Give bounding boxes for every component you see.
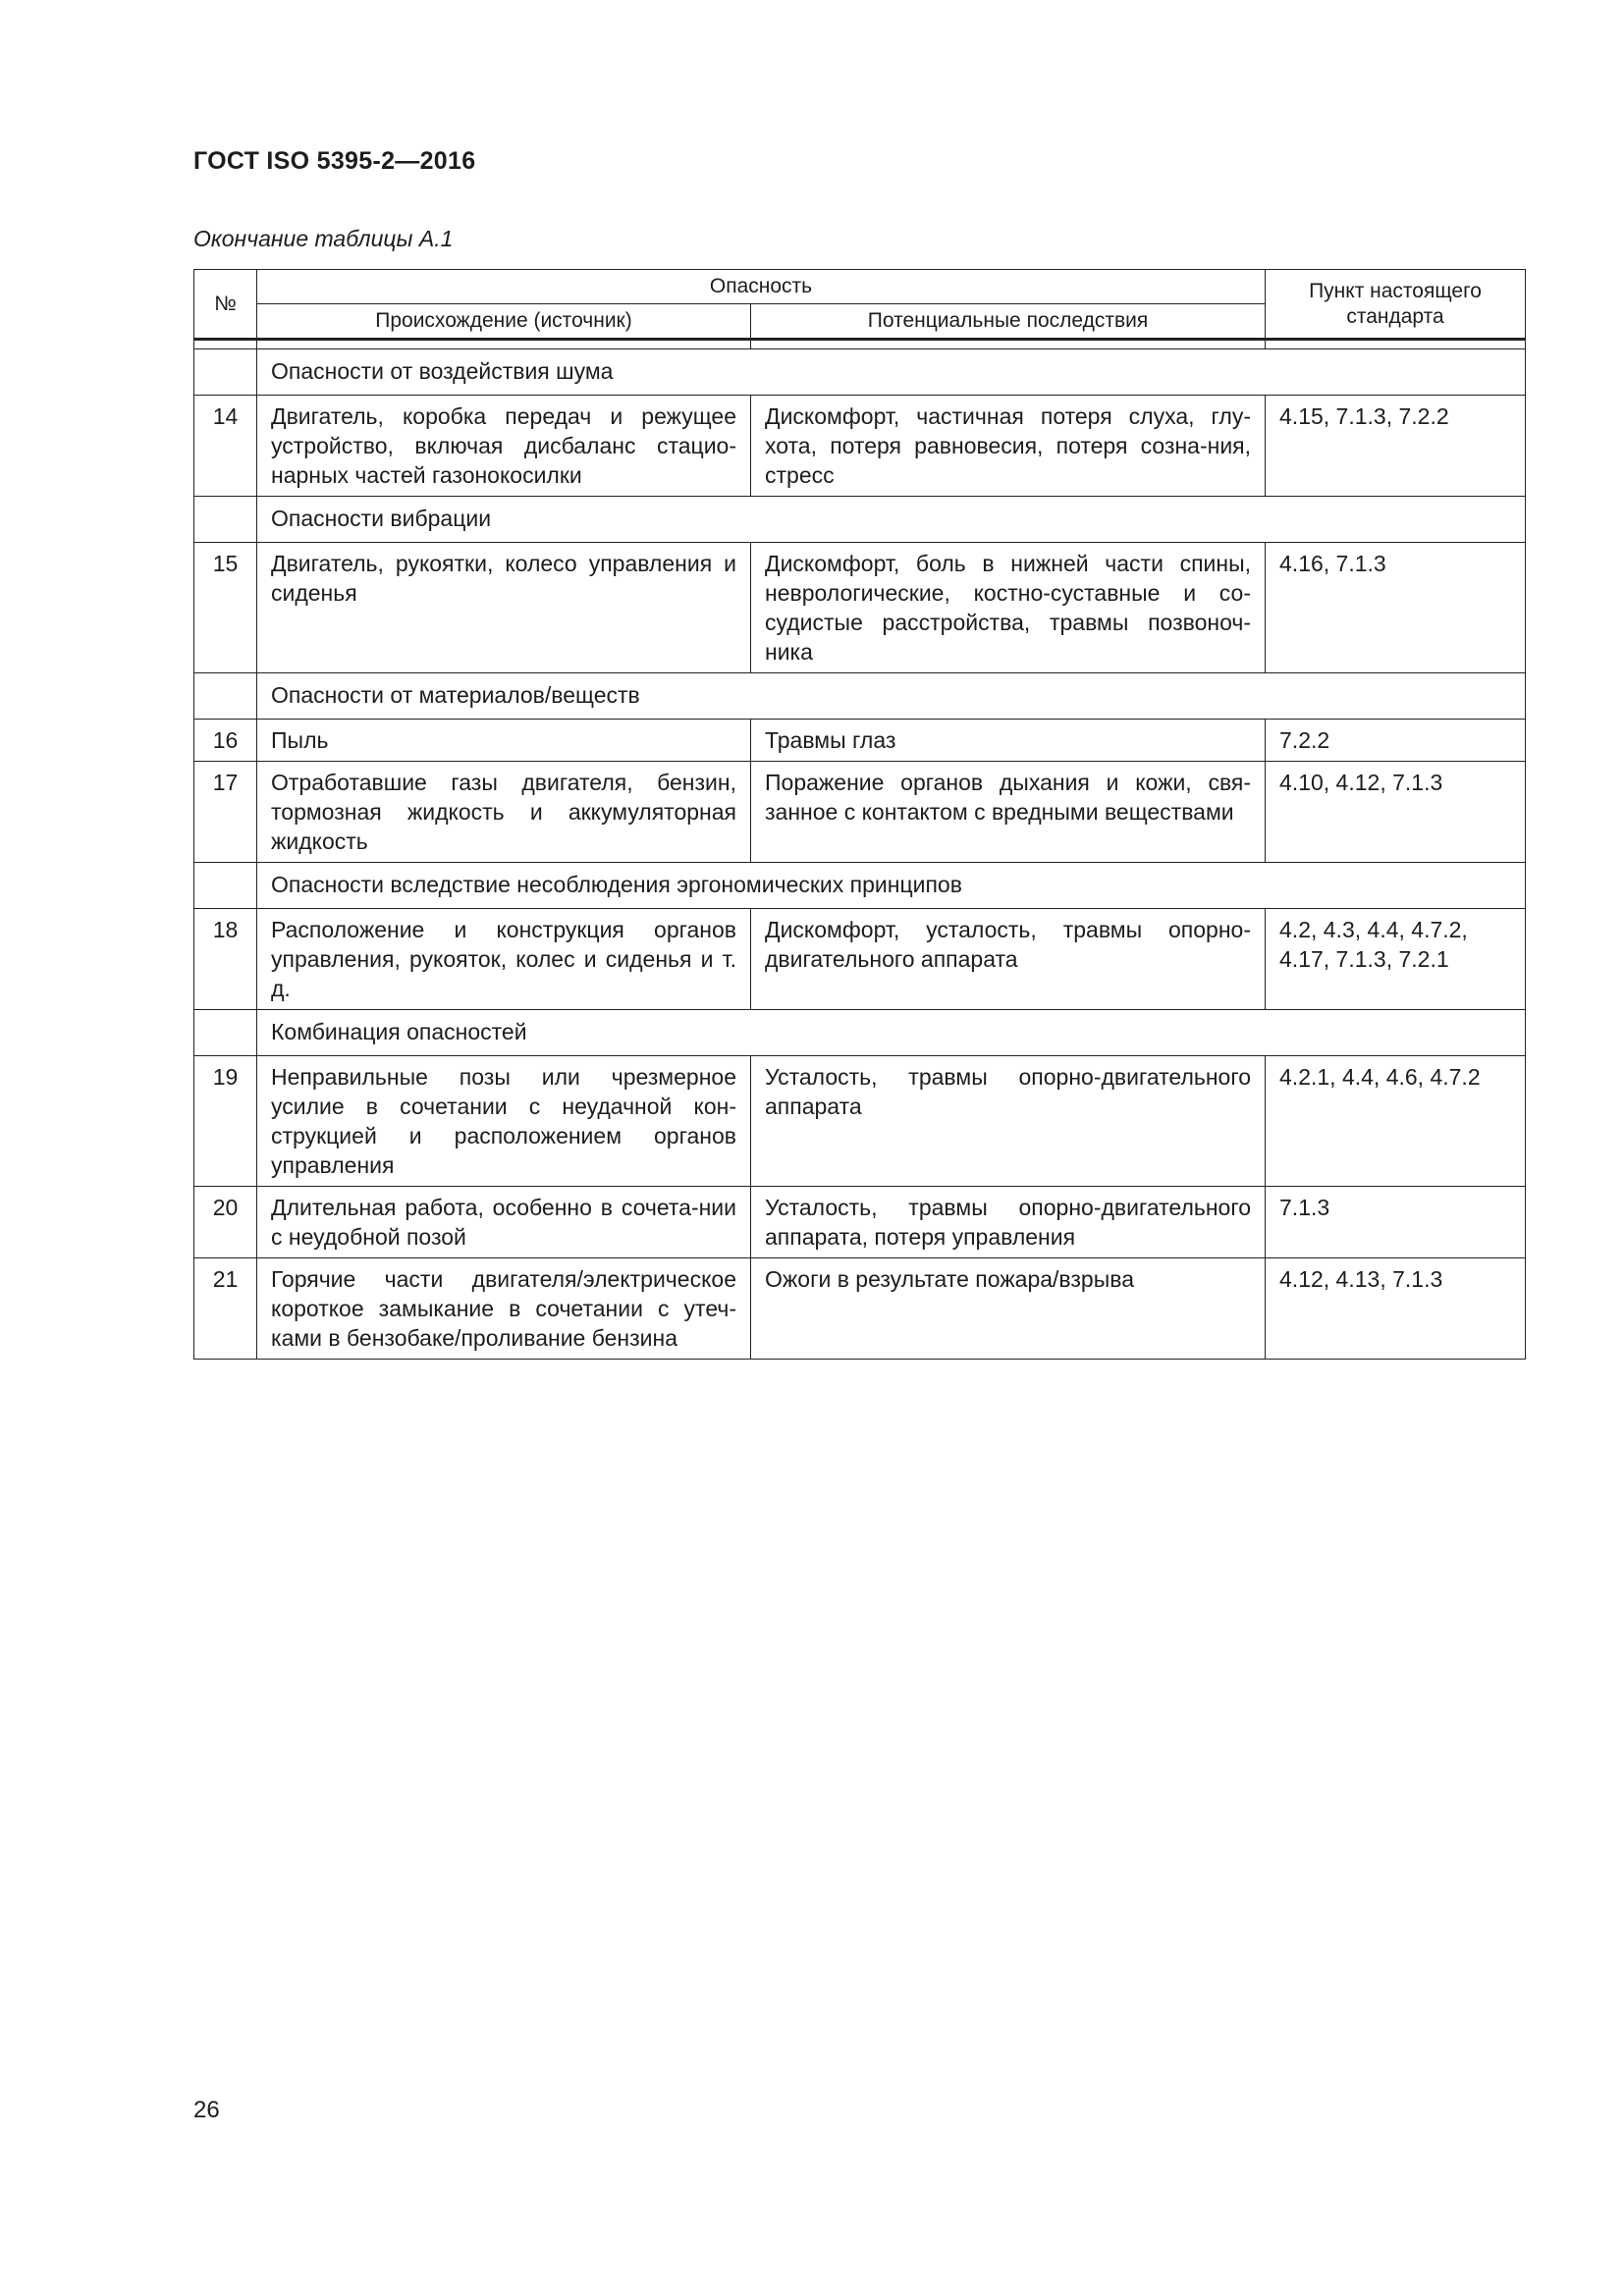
consequences-cell: Дискомфорт, усталость, травмы опорно-двигательного аппарата (751, 909, 1266, 1010)
origin-cell: Неправильные позы или чрезмерное усилие в сочетании с неудачной кон-струкцией и расположением органов управления (257, 1056, 751, 1187)
page-number: 26 (193, 2097, 220, 2123)
origin-cell: Отработавшие газы двигателя, бензин, тормозная жидкость и аккумуляторная жидкость (257, 762, 751, 863)
consequences-cell: Поражение органов дыхания и кожи, свя-занное с контактом с вредными веществами (751, 762, 1266, 863)
group-num-cell (194, 1010, 257, 1056)
row-number: 16 (194, 720, 257, 762)
clause-cell: 4.2.1, 4.4, 4.6, 4.7.2 (1266, 1056, 1526, 1187)
group-row (194, 1010, 1526, 1056)
row-number: 18 (194, 909, 257, 1010)
origin-cell: Двигатель, коробка передач и режущее устройство, включая дисбаланс стацио-нарных частей газонокосилки (257, 396, 751, 497)
clause-cell: 7.2.2 (1266, 720, 1526, 762)
table-row (194, 1056, 1526, 1187)
group-num-cell (194, 673, 257, 720)
group-row (194, 349, 1526, 396)
header-num: № (194, 270, 257, 340)
table-row (194, 1187, 1526, 1258)
clause-cell: 4.16, 7.1.3 (1266, 543, 1526, 673)
table-body (194, 349, 1526, 1360)
table-row (194, 909, 1526, 1010)
hazards-table (193, 269, 1526, 1360)
row-number: 17 (194, 762, 257, 863)
header-clause: Пункт настоящего стандарта (1266, 270, 1526, 340)
row-number: 20 (194, 1187, 257, 1258)
table-row (194, 762, 1526, 863)
row-number: 15 (194, 543, 257, 673)
consequences-cell: Травмы глаз (751, 720, 1266, 762)
clause-cell: 4.12, 4.13, 7.1.3 (1266, 1258, 1526, 1360)
header-separator (194, 340, 1526, 349)
document-code: ГОСТ ISO 5395-2—2016 (193, 147, 476, 175)
origin-cell: Пыль (257, 720, 751, 762)
row-number: 19 (194, 1056, 257, 1187)
consequences-cell: Дискомфорт, частичная потеря слуха, глу-хота, потеря равновесия, потеря созна-ния, стресс (751, 396, 1266, 497)
row-number: 14 (194, 396, 257, 497)
group-row (194, 497, 1526, 543)
origin-cell: Двигатель, рукоятки, колесо управления и сиденья (257, 543, 751, 673)
origin-cell: Длительная работа, особенно в сочета-нии с неудобной позой (257, 1187, 751, 1258)
clause-cell: 4.2, 4.3, 4.4, 4.7.2, 4.17, 7.1.3, 7.2.1 (1266, 909, 1526, 1010)
table-header (194, 270, 1526, 349)
origin-cell: Расположение и конструкция органов управления, рукояток, колес и сиденья и т. д. (257, 909, 751, 1010)
group-title: Опасности от материалов/веществ (257, 673, 1526, 720)
group-row (194, 673, 1526, 720)
group-num-cell (194, 349, 257, 396)
table-row (194, 1258, 1526, 1360)
consequences-cell: Ожоги в результате пожара/взрыва (751, 1258, 1266, 1360)
header-hazard: Опасность (257, 270, 1266, 304)
table-caption: Окончание таблицы А.1 (193, 226, 454, 251)
clause-cell: 7.1.3 (1266, 1187, 1526, 1258)
row-number: 21 (194, 1258, 257, 1360)
consequences-cell: Усталость, травмы опорно-двигательного аппарата, потеря управления (751, 1187, 1266, 1258)
header-consequences: Потенциальные последствия (751, 304, 1266, 340)
table-row (194, 543, 1526, 673)
group-title: Комбинация опасностей (257, 1010, 1526, 1056)
group-num-cell (194, 497, 257, 543)
group-num-cell (194, 863, 257, 909)
group-title: Опасности от воздействия шума (257, 349, 1526, 396)
origin-cell: Горячие части двигателя/электрическое короткое замыкание в сочетании с утеч-ками в бензобаке/проливание бензина (257, 1258, 751, 1360)
clause-cell: 4.15, 7.1.3, 7.2.2 (1266, 396, 1526, 497)
consequences-cell: Усталость, травмы опорно-двигательного аппарата (751, 1056, 1266, 1187)
clause-cell: 4.10, 4.12, 7.1.3 (1266, 762, 1526, 863)
table-row (194, 396, 1526, 497)
group-title: Опасности вследствие несоблюдения эргономических принципов (257, 863, 1526, 909)
table-row (194, 720, 1526, 762)
group-row (194, 863, 1526, 909)
group-title: Опасности вибрации (257, 497, 1526, 543)
consequences-cell: Дискомфорт, боль в нижней части спины, неврологические, костно-суставные и со-судистые расстройства, травмы позвоноч-ника (751, 543, 1266, 673)
header-origin: Происхождение (источник) (257, 304, 751, 340)
